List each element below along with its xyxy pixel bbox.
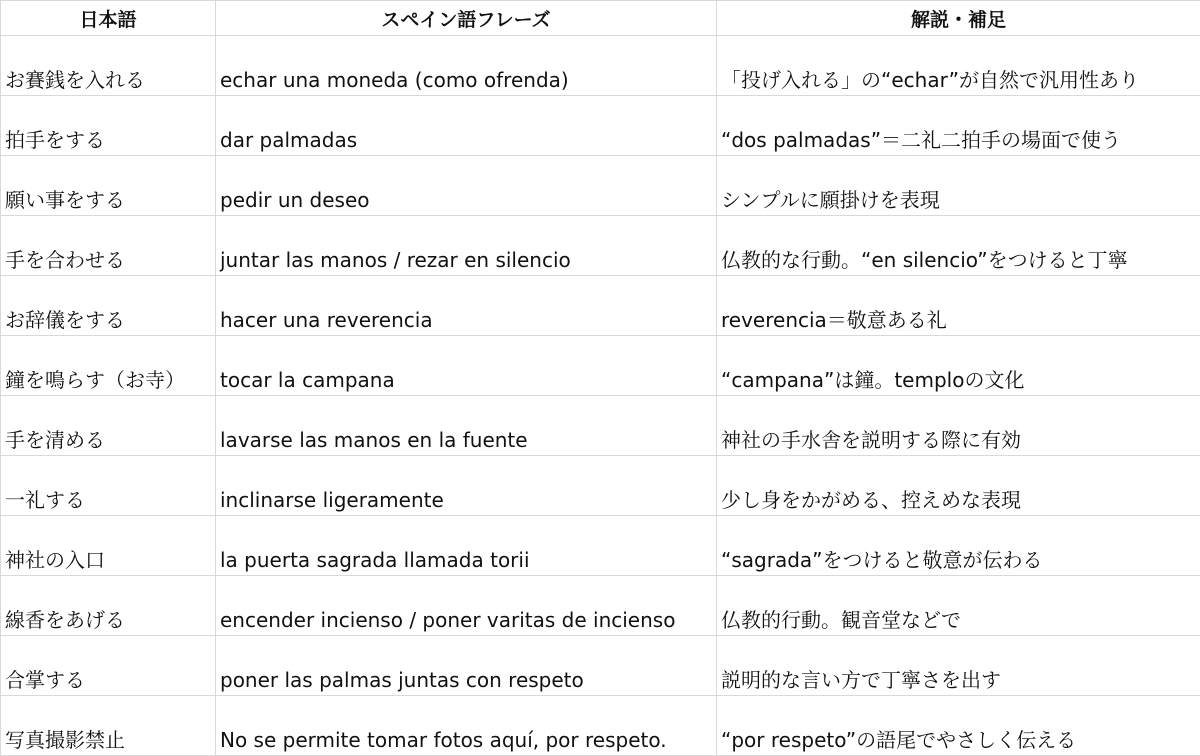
cell-japanese[interactable]: 写真撮影禁止	[1, 696, 216, 756]
header-row	[1, 1, 1200, 36]
cell-notes[interactable]: “por respeto”の語尾でやさしく伝える	[717, 696, 1200, 756]
cell-spanish[interactable]: juntar las manos / rezar en silencio	[216, 216, 717, 276]
table-row	[1, 336, 1200, 396]
cell-japanese[interactable]: 手を清める	[1, 396, 216, 456]
cell-japanese[interactable]: 線香をあげる	[1, 576, 216, 636]
cell-spanish[interactable]: encender incienso / poner varitas de incienso	[216, 576, 717, 636]
cell-notes[interactable]: reverencia＝敬意ある礼	[717, 276, 1200, 336]
table-row	[1, 576, 1200, 636]
cell-notes[interactable]: “dos palmadas”＝二礼二拍手の場面で使う	[717, 96, 1200, 156]
cell-notes[interactable]: “campana”は鐘。temploの文化	[717, 336, 1200, 396]
cell-spanish[interactable]: lavarse las manos en la fuente	[216, 396, 717, 456]
header-notes[interactable]: 解説・補足	[717, 1, 1200, 36]
table-row	[1, 696, 1200, 756]
table-row	[1, 156, 1200, 216]
cell-notes[interactable]: シンプルに願掛けを表現	[717, 156, 1200, 216]
table-row	[1, 516, 1200, 576]
cell-japanese[interactable]: 一礼する	[1, 456, 216, 516]
header-japanese[interactable]: 日本語	[1, 1, 216, 36]
cell-spanish[interactable]: tocar la campana	[216, 336, 717, 396]
table-row	[1, 96, 1200, 156]
cell-japanese[interactable]: 拍手をする	[1, 96, 216, 156]
cell-japanese[interactable]: 願い事をする	[1, 156, 216, 216]
cell-spanish[interactable]: echar una moneda (como ofrenda)	[216, 36, 717, 96]
table-row	[1, 636, 1200, 696]
header-spanish-phrase[interactable]: スペイン語フレーズ	[216, 1, 717, 36]
cell-japanese[interactable]: お辞儀をする	[1, 276, 216, 336]
table-row	[1, 216, 1200, 276]
cell-japanese[interactable]: 合掌する	[1, 636, 216, 696]
cell-notes[interactable]: 「投げ入れる」の“echar”が自然で汎用性あり	[717, 36, 1200, 96]
cell-notes[interactable]: 仏教的行動。観音堂などで	[717, 576, 1200, 636]
table-row	[1, 36, 1200, 96]
cell-spanish[interactable]: inclinarse ligeramente	[216, 456, 717, 516]
cell-spanish[interactable]: hacer una reverencia	[216, 276, 717, 336]
cell-spanish[interactable]: poner las palmas juntas con respeto	[216, 636, 717, 696]
cell-notes[interactable]: 説明的な言い方で丁寧さを出す	[717, 636, 1200, 696]
cell-japanese[interactable]: 手を合わせる	[1, 216, 216, 276]
cell-japanese[interactable]: 神社の入口	[1, 516, 216, 576]
cell-notes[interactable]: 仏教的な行動。“en silencio”をつけると丁寧	[717, 216, 1200, 276]
cell-notes[interactable]: “sagrada”をつけると敬意が伝わる	[717, 516, 1200, 576]
table-row	[1, 276, 1200, 336]
cell-spanish[interactable]: dar palmadas	[216, 96, 717, 156]
table-row	[1, 456, 1200, 516]
table-row	[1, 396, 1200, 456]
cell-spanish[interactable]: pedir un deseo	[216, 156, 717, 216]
cell-japanese[interactable]: お賽銭を入れる	[1, 36, 216, 96]
cell-spanish[interactable]: No se permite tomar fotos aquí, por respeto.	[216, 696, 717, 756]
cell-spanish[interactable]: la puerta sagrada llamada torii	[216, 516, 717, 576]
cell-notes[interactable]: 神社の手水舎を説明する際に有効	[717, 396, 1200, 456]
cell-notes[interactable]: 少し身をかがめる、控えめな表現	[717, 456, 1200, 516]
cell-japanese[interactable]: 鐘を鳴らす（お寺）	[1, 336, 216, 396]
